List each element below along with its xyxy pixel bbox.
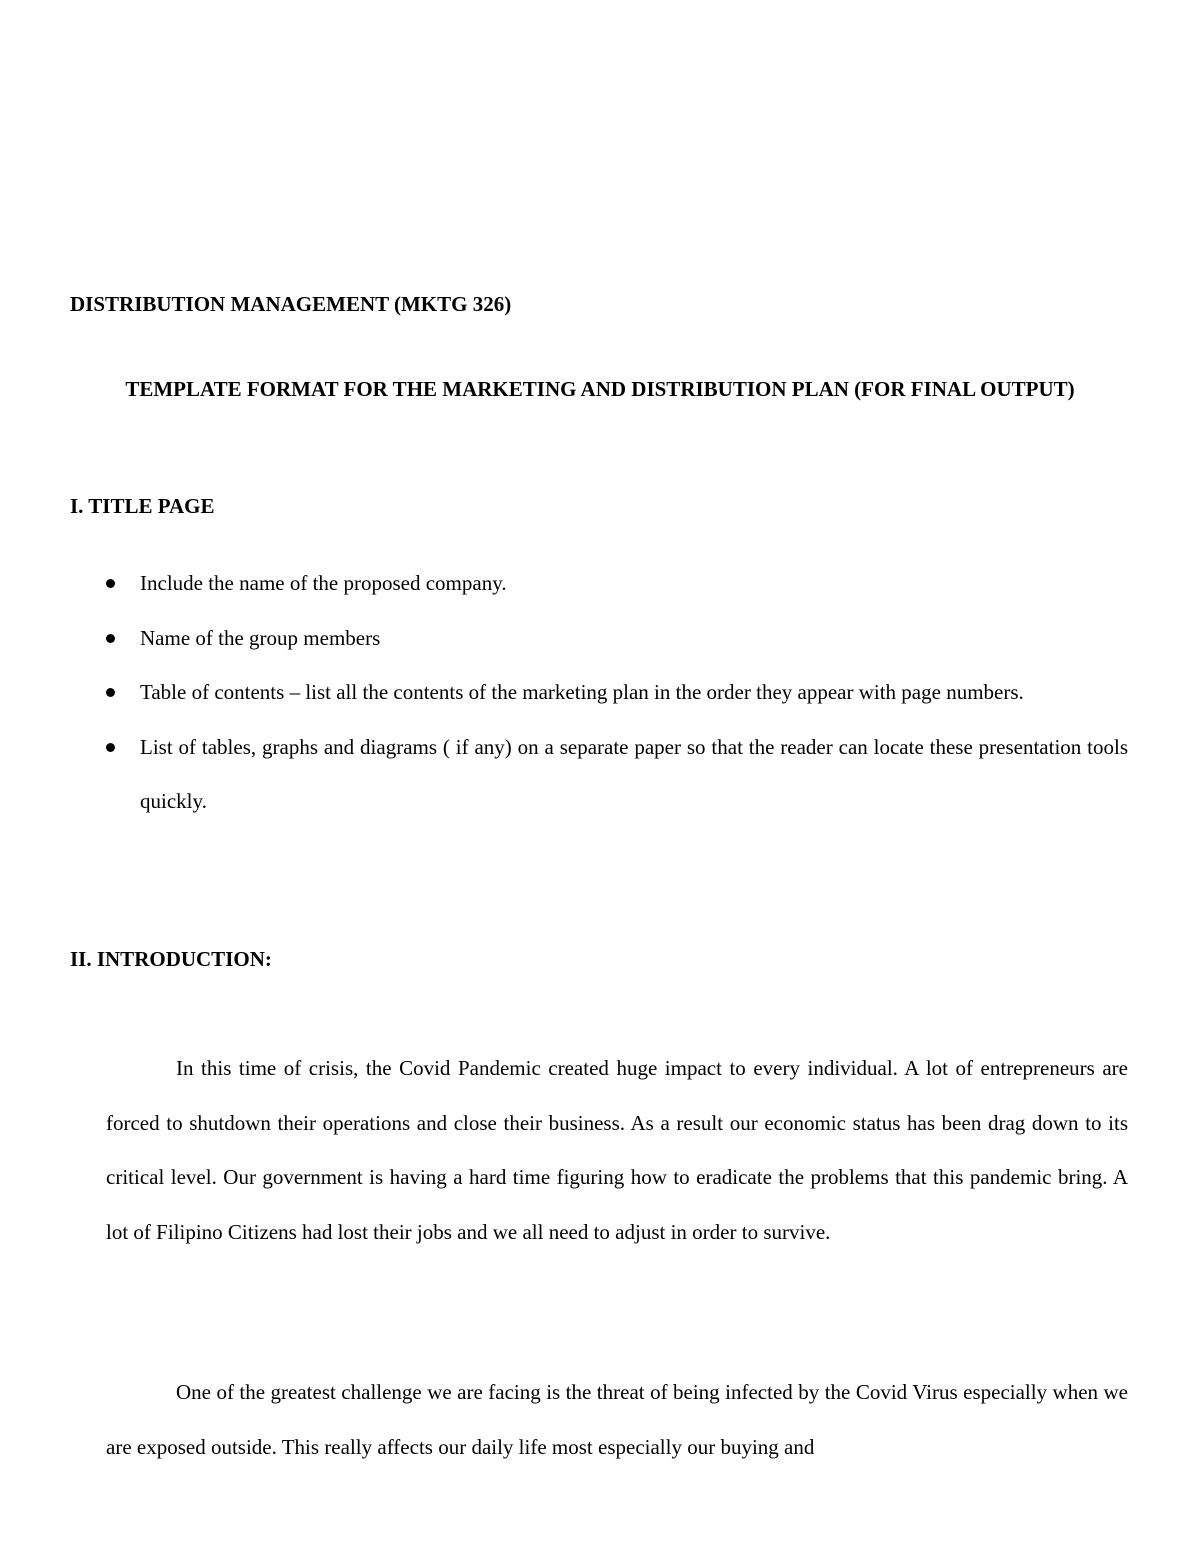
list-item-text: List of tables, graphs and diagrams ( if any) on a separate paper so that the reader can locate these presentation tools quickly. bbox=[140, 734, 1128, 813]
list-item bbox=[106, 611, 1128, 666]
list-item bbox=[106, 556, 1128, 611]
list-item-text: Name of the group members bbox=[140, 625, 381, 650]
template-title: TEMPLATE FORMAT FOR THE MARKETING AND DISTRIBUTION PLAN (FOR FINAL OUTPUT) bbox=[125, 377, 1075, 401]
bullet-icon bbox=[106, 634, 115, 643]
section-heading-title-page: I. TITLE PAGE bbox=[70, 494, 215, 518]
introduction-paragraph: In this time of crisis, the Covid Pandemic created huge impact to every individual. A lot of entrepreneurs are forced to shutdown their operations and close their business. As a result our economic status has been drag down to its critical level. Our government is having a hard time figuring how to eradicate the problems that this pandemic bring. A lot of Filipino Citizens had lost their jobs and we all need to adjust in order to survive. bbox=[106, 1056, 1128, 1244]
bullet-icon bbox=[106, 743, 115, 752]
introduction-paragraph: One of the greatest challenge we are facing is the threat of being infected by the Covid Virus especially when we are exposed outside. This really affects our daily life most especially our buying and bbox=[106, 1380, 1128, 1459]
title-page-bullet-list bbox=[106, 556, 1128, 829]
bullet-icon bbox=[106, 688, 115, 697]
list-item bbox=[106, 665, 1128, 720]
list-item bbox=[106, 720, 1128, 829]
section-heading-introduction: II. INTRODUCTION: bbox=[70, 947, 272, 971]
bullet-icon bbox=[106, 579, 115, 588]
list-item-text: Table of contents – list all the contents of the marketing plan in the order they appear with page numbers. bbox=[140, 680, 1024, 704]
list-item-text: Include the name of the proposed company. bbox=[140, 571, 507, 595]
course-title: DISTRIBUTION MANAGEMENT (MKTG 326) bbox=[70, 292, 512, 316]
